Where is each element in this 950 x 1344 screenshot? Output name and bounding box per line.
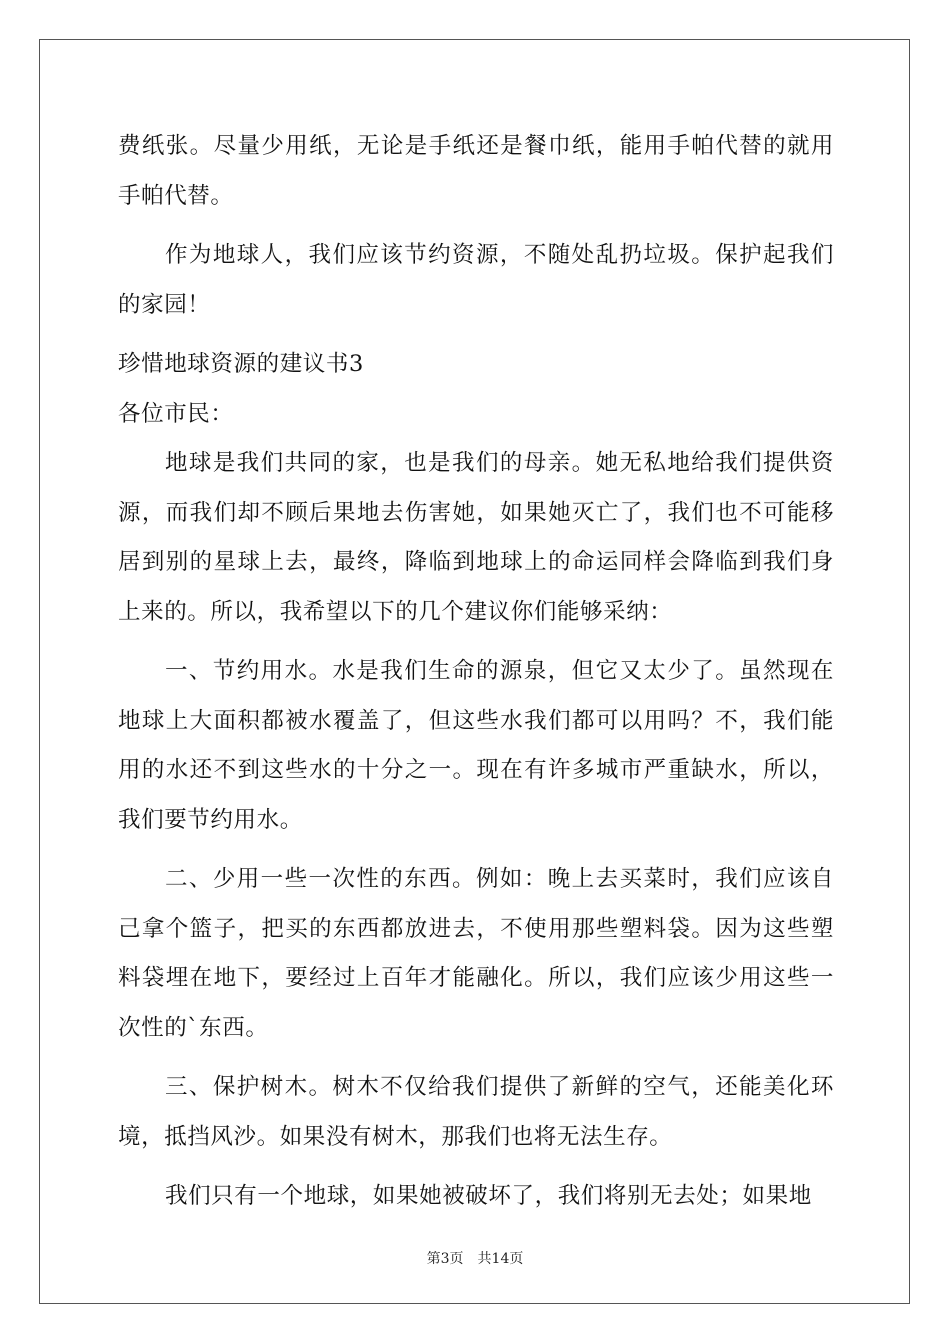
paragraph-closing: 我们只有一个地球，如果她被破坏了，我们将别无去处；如果地 [165,1183,812,1209]
paragraph-point-1: 一、节约用水。水是我们生命的源泉，但它又太少了。虽然现在地球上大面积都被水覆盖了，但这些水我们都可以用吗？不，我们能用的水还不到这些水的十分之一。现在有许多城市严重缺水，所以，我们要节约用水。 [118,658,834,833]
paragraph-intro: 地球是我们共同的家，也是我们的母亲。她无私地给我们提供资源，而我们却不顾后果地去伤害她，如果她灭亡了，我们也不可能移居到别的星球上去，最终，降临到地球上的命运同样会降临到我们身上来的。所以，我希望以下的几个建议你们能够采纳： [118,450,834,625]
document-body [118,122,834,1232]
paragraph-2: 作为地球人，我们应该节约资源，不随处乱扔垃圾。保护起我们的家园！ [118,242,834,318]
section-title: 珍惜地球资源的建议书3 [118,351,364,377]
page-footer: 第3页 共14页 [426,1251,524,1267]
paragraph-point-2: 二、少用一些一次性的东西。例如：晚上去买菜时，我们应该自己拿个篮子，把买的东西都放进去，不使用那些塑料袋。因为这些塑料袋埋在地下，要经过上百年才能融化。所以，我们应该少用这些一次性的`东西。 [118,866,834,1041]
paragraph-1: 费纸张。尽量少用纸，无论是手纸还是餐巾纸，能用手帕代替的就用手帕代替。 [118,133,834,209]
salutation: 各位市民： [118,400,234,427]
paragraph-point-3: 三、保护树木。树木不仅给我们提供了新鲜的空气，还能美化环境，抵挡风沙。如果没有树木，那我们也将无法生存。 [118,1074,834,1150]
